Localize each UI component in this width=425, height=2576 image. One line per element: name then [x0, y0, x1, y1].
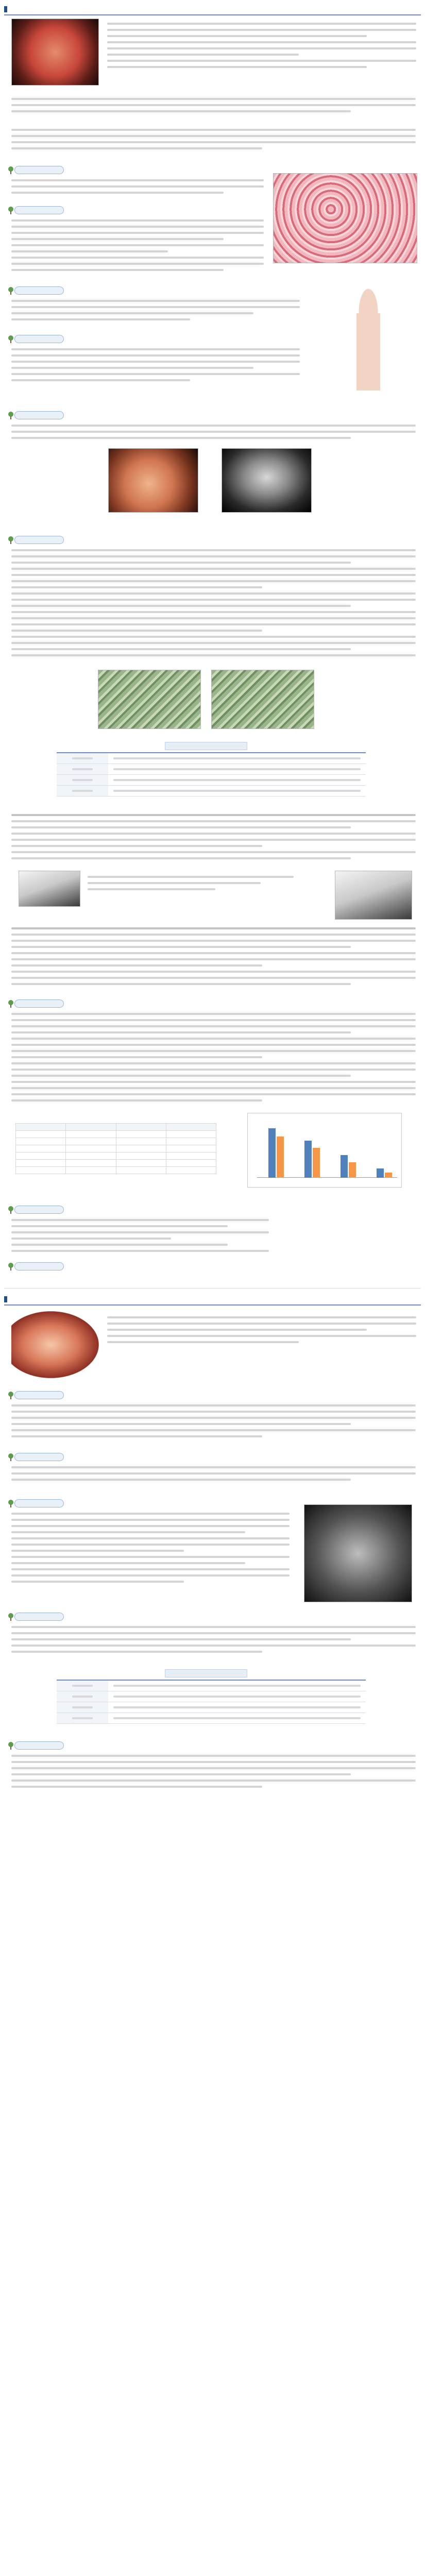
section-tab-14 [7, 1741, 64, 1750]
section-tab-2 [7, 206, 64, 214]
intro-paragraph [107, 23, 416, 72]
green-tree-icon [7, 411, 14, 419]
incidence-paragraph [11, 300, 300, 325]
table-row [57, 774, 366, 785]
table-row [57, 785, 366, 796]
section-tab-1 [7, 166, 64, 174]
section-tab-10 [7, 1391, 64, 1399]
green-tree-icon [7, 1391, 14, 1399]
chart-bar [304, 1141, 312, 1178]
table-row [16, 1138, 216, 1145]
green-tree-icon [7, 1453, 14, 1461]
green-tree-icon [7, 1613, 14, 1621]
mechanism-paragraph [11, 219, 264, 275]
survival-chart [247, 1113, 402, 1188]
prognosis-paragraph [11, 1013, 416, 1106]
table-row [57, 764, 366, 774]
section-tab-6 [7, 536, 64, 544]
section-tab-13 [7, 1613, 64, 1621]
prevention-list [11, 1219, 269, 1256]
green-tree-icon [7, 536, 14, 544]
section-tab-5 [7, 411, 64, 419]
table-row [16, 1153, 216, 1160]
diagnosis-paragraph [11, 549, 416, 660]
table-row [16, 1145, 216, 1153]
chapter2-intro [107, 1316, 416, 1347]
table-row [57, 1680, 366, 1691]
chapter-heading-2 [4, 1293, 421, 1306]
table-row [57, 1691, 366, 1702]
section-tab-9 [7, 1262, 64, 1270]
section-tab-7 [7, 999, 64, 1008]
kidney-illustration [11, 1311, 99, 1378]
chapter-heading-1 [4, 3, 421, 15]
statistics-table [15, 1123, 216, 1174]
xray-image [222, 448, 312, 513]
chapter2-diagnosis [11, 1626, 416, 1657]
chapter-divider [4, 1288, 421, 1289]
green-tree-icon [7, 335, 14, 343]
chapter2-definition [11, 1404, 416, 1442]
section-tab-4 [7, 335, 64, 343]
symptom-paragraph [11, 425, 416, 443]
section-tab-3 [7, 286, 64, 295]
chart-bar [349, 1162, 356, 1178]
table-caption [165, 742, 247, 750]
green-tree-icon [7, 1206, 14, 1214]
green-tree-icon [7, 166, 14, 174]
table-row [16, 1124, 216, 1131]
table-row [16, 1131, 216, 1138]
chart-bar [277, 1137, 284, 1178]
chart-bar [268, 1128, 276, 1178]
chapter2-cause [11, 1513, 290, 1587]
green-tree-icon [7, 1499, 14, 1507]
green-tree-icon [7, 999, 14, 1008]
microscope-image-2 [211, 670, 314, 729]
tissue-illustration [273, 173, 417, 263]
instrument-photo [335, 871, 412, 920]
definition-paragraph [11, 179, 264, 198]
stage-table-2 [57, 1680, 366, 1724]
device-paragraph [88, 876, 294, 894]
chapter2-treatment [11, 1755, 416, 1792]
chart-bar [341, 1155, 348, 1178]
ct-scan-image [304, 1504, 412, 1602]
table-row [16, 1167, 216, 1174]
green-tree-icon [7, 1741, 14, 1750]
endoscopy-photo [11, 19, 99, 86]
microscope-image-1 [98, 670, 201, 729]
surgery-paragraph [11, 927, 416, 989]
chapter-marker [4, 6, 7, 12]
green-tree-icon [7, 286, 14, 295]
stage-table [57, 752, 366, 796]
table-row [57, 753, 366, 764]
chapter2-incidence [11, 1466, 416, 1485]
table-row [57, 1713, 366, 1723]
chart-bar [313, 1148, 320, 1178]
table-row [57, 1702, 366, 1713]
section-tab-12 [7, 1499, 64, 1507]
summary-paragraph [11, 98, 416, 116]
chapter-marker [4, 1296, 7, 1302]
overview-paragraph [11, 129, 416, 154]
chart-bar [385, 1173, 392, 1178]
section-tab-8 [7, 1206, 64, 1214]
cause-paragraph [11, 348, 300, 385]
device-photo [19, 871, 80, 907]
section-tab-11 [7, 1453, 64, 1461]
chart-bar [377, 1168, 384, 1178]
green-tree-icon [7, 206, 14, 214]
body-diagram [330, 289, 407, 407]
table-row [16, 1160, 216, 1167]
green-tree-icon [7, 1262, 14, 1270]
table-caption-2 [165, 1669, 247, 1677]
endoscopy-photo-2 [108, 448, 198, 513]
treatment-paragraph [11, 814, 416, 863]
